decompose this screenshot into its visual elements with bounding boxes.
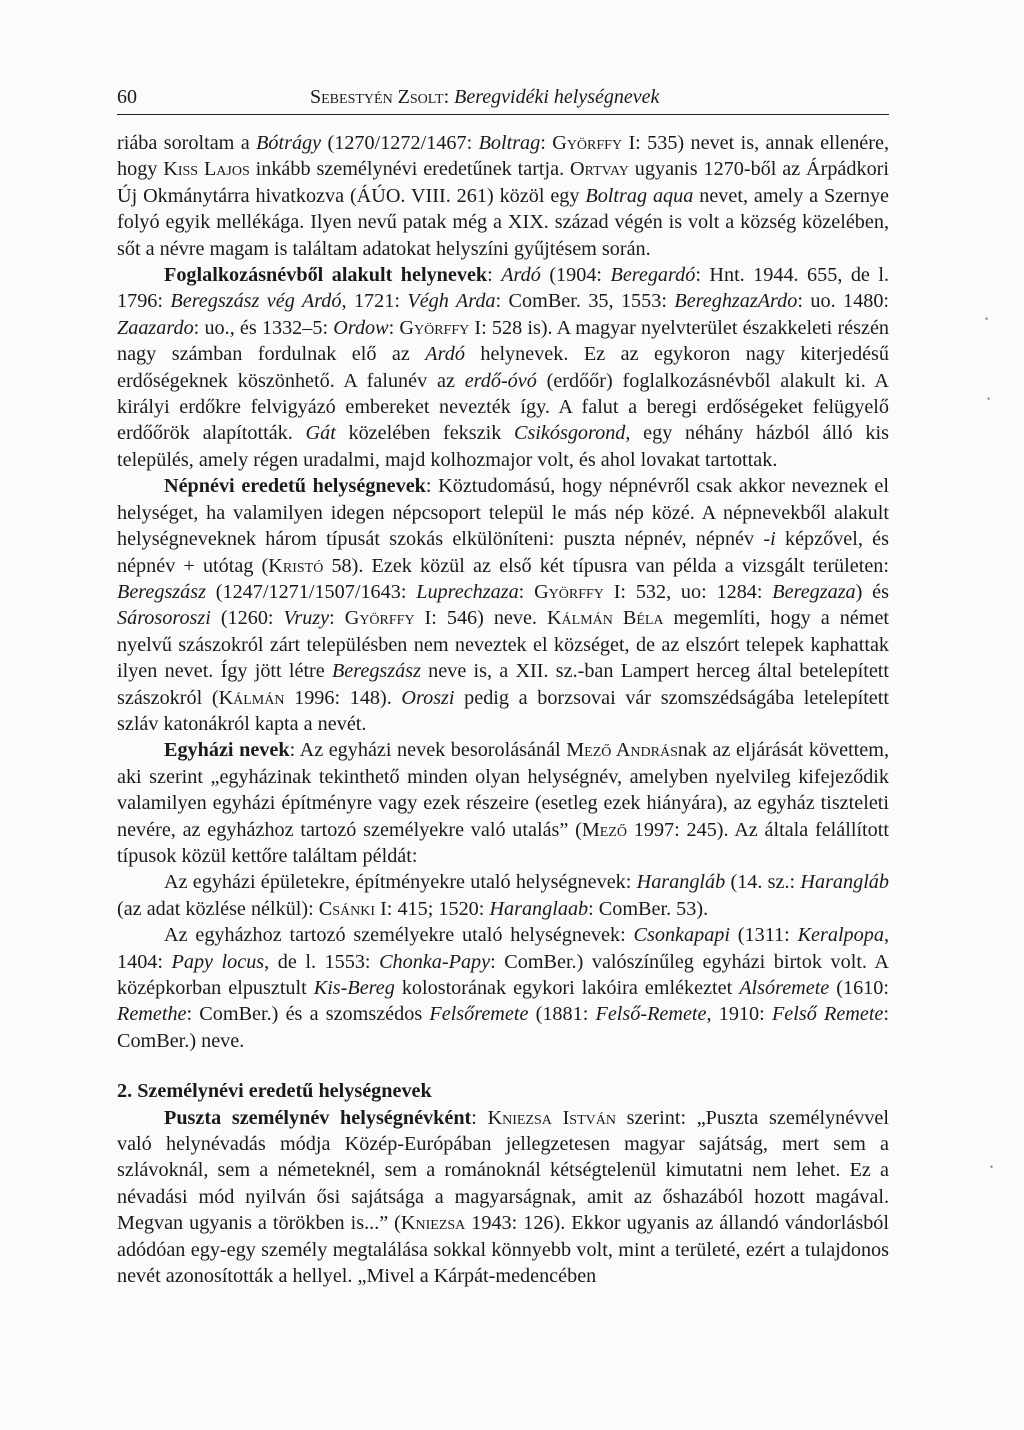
text-run: riába soroltam a: [117, 132, 257, 154]
text-run: : ComBer.) és a szomszédos: [186, 1003, 430, 1026]
text-run: I: 546) neve.: [414, 607, 547, 630]
text-run: :: [471, 1106, 488, 1129]
scan-speck: •: [987, 394, 991, 404]
text-run: : uo., és 1332–5:: [193, 316, 334, 339]
author-ref: Györffy: [344, 607, 415, 630]
text-run: kolostorának egykori lakóira emlékeztet: [394, 977, 740, 999]
text-run: helynevek. Ez az egykoron nagy kiterjedésű erdőségeknek köszönhető. A falunév az: [117, 343, 889, 392]
running-header: [117, 84, 889, 115]
place-name: Harangláb: [800, 871, 889, 894]
text-run: ugyanis 1270-ből az Árpádkori Új Okmánytárra hivatkozva (ÁÚO. VIII. 261) közöl egy: [117, 158, 890, 207]
place-name: Sárosoroszi: [117, 607, 211, 630]
text-run: , de l. 1553:: [264, 950, 380, 973]
author-ref: Györffy: [552, 132, 623, 154]
text-run: neve is, a XII. sz.-ban Lampert herceg által betelepített szászokról (: [117, 660, 889, 709]
text-run: (1610:: [829, 977, 889, 999]
text-run: (1247/1271/1507/1643:: [205, 580, 417, 603]
text-run: :: [487, 264, 502, 287]
place-name: Boltrag: [478, 132, 541, 154]
run-in-heading: Puszta személynév helységnévként: [164, 1106, 472, 1129]
running-title: [310, 84, 659, 110]
place-name: Boltrag aqua: [585, 184, 694, 207]
text-run: (1260:: [210, 607, 284, 630]
place-name: Ardó: [425, 343, 465, 366]
text-run: közelében fekszik: [335, 422, 514, 445]
text-run: , 1721:: [341, 290, 408, 313]
author-ref: Ortvay: [570, 158, 629, 181]
paragraph-church-persons: [117, 922, 889, 1054]
place-name: Beregardó: [610, 264, 696, 287]
text-run: :: [329, 607, 345, 630]
text-run: Az egyházhoz tartozó személyekre utaló helységnevek:: [164, 924, 634, 947]
place-name: Beregszász vég Ardó: [170, 290, 342, 313]
text-run: 58). Ezek közül az első két típusra van példa a vizsgált területen:: [323, 554, 889, 577]
text-run: 1996: 148).: [284, 686, 402, 709]
place-name: Zaazardo: [117, 316, 194, 339]
text-run: : Hnt. 1944. 655, de l. 1796:: [117, 264, 890, 313]
text-run: (1311:: [729, 924, 798, 947]
section-heading: [117, 1078, 889, 1104]
text-run: I: 528 is). A magyar nyelvterület északkeleti részén nagy számban fordulnak elő az: [117, 316, 890, 366]
text-run: 1997: 245). Az általa felállított típusok közül kettőre találtam példát:: [117, 818, 889, 867]
author-ref: Kristó: [268, 554, 324, 577]
place-name: Oroszi: [401, 686, 455, 709]
author-ref: Kálmán: [218, 686, 285, 709]
text-run: nak az eljárását követtem, aki szerint „egyházinak tekinthető minden olyan helységnév, amelyben nyelvileg kifejeződik valamilyen egyházi építményre vagy ezek részeire (esetleg ezek hiányára), az egyház tiszteleti nevére, az egyházhoz tartozó személyekre való utalás” (: [117, 739, 890, 841]
text-run: I: 415; 1520:: [375, 897, 490, 920]
author-ref: Kniezsa: [400, 1212, 466, 1235]
paragraph-bootragy: [117, 130, 889, 262]
run-in-heading: Népnévi eredetű helységnevek: [164, 475, 426, 498]
text-run: , 1910:: [706, 1003, 772, 1026]
text-run: : ComBer.) valószínűleg egyházi birtok volt. A középkorban elpusztult: [117, 950, 889, 999]
page-number: 60: [117, 86, 137, 108]
text-run: inkább személynévi eredetűnek tartja.: [249, 158, 571, 181]
text-run: pedig a borzsovai vár szomszédságába letelepített szláv katonákról kapta a nevét.: [117, 686, 889, 735]
text-run: : ComBer. 35, 1553:: [495, 290, 675, 313]
text-run: (14. sz.:: [725, 871, 801, 894]
text-run: (erdőőr) foglalkozásnévből alakult ki. A királyi erdőkre felvigyázó embereket nevezték így. A falut a beregi erdőségeket felügyelő erdőőrök alapították.: [117, 369, 889, 445]
place-name: BereghzazArdo: [674, 290, 798, 313]
author-ref: Kiss Lajos: [163, 158, 250, 181]
place-name: Alsóremete: [739, 977, 830, 999]
author-ref: Györffy: [534, 580, 604, 603]
text-run: : ComBer.) neve.: [117, 1003, 889, 1052]
text-run: : Az egyházi nevek besorolásánál: [289, 739, 567, 762]
text-run: megemlíti, hogy a német nyelvű szászokról zárt településben nem neveztek el községet, de az elszórt telepek kaphattak ilyen nevet. Így jött létre: [117, 607, 890, 683]
text-run: nevet, amely a Szernye folyó egyik mellékága. Ilyen nevű patak még a XIX. század végén is volt a község közelében, sőt a névre magam is találtam adatokat helyszíni gyűjtésem során.: [117, 184, 890, 260]
author-name: Sebestyén Zsolt: [310, 86, 444, 108]
place-name: Csonkapapi: [633, 924, 730, 947]
text-run: 1943: 126). Ekkor ugyanis az állandó vándorlásból adódóan egy-egy személy megtalálása sokkal könnyebb volt, mint a területé, ezért a tulajdonos nevét azonosították a hellyel. „Mivel a Kárpát-medencében: [117, 1212, 889, 1288]
text-run: I: 535) nevet is, annak ellenére, hogy: [117, 132, 889, 181]
text-run: :: [540, 132, 553, 154]
place-name: Ordow: [333, 316, 389, 339]
paragraph-church-buildings: [117, 869, 889, 922]
place-name: Felső Remete: [771, 1003, 884, 1026]
place-name: Remethe: [117, 1003, 187, 1026]
text-run: I: 532, uo: 1284:: [603, 580, 773, 603]
text-run: szerint: „Puszta személynévvel való helynévadás módja Közép-Európában jellegzetesen magyar sajátság, mert sem a szlávoknál, sem a németeknél, sem a románoknál kétségtelenül kimutatni nem lehet. Ez a névadási mód nyilván ősi sajátsága a magyarságnak, amit az őshazából hozott magával. Megvan ugyanis a törökben is...” (: [117, 1106, 889, 1235]
book-title: Beregvidéki helységnevek: [454, 86, 660, 108]
text-run: képzővel, és népnév + utótag (: [117, 528, 889, 577]
title-separator: :: [443, 86, 455, 108]
text-run: (1270/1272/1467:: [321, 132, 479, 154]
scan-speck: •: [990, 1162, 994, 1172]
place-name: Csikósgorond: [513, 422, 626, 445]
paragraph-church-names: [117, 737, 889, 869]
place-name: Felső-Remete: [595, 1003, 707, 1026]
place-name: Bótrágy: [256, 132, 322, 154]
body-text: [117, 130, 889, 1289]
text-run: Az egyházi épületekre, építményekre utaló helységnevek:: [164, 871, 637, 894]
place-name: Beregszász: [117, 580, 206, 603]
author-ref: Györffy: [399, 316, 470, 339]
paragraph-ethnonym-names: [117, 473, 889, 737]
text-run: ) és: [855, 580, 889, 603]
author-ref: Kálmán Béla: [546, 607, 664, 630]
place-name: Kis-Bereg: [313, 977, 395, 999]
text-run: :: [388, 316, 400, 339]
place-name: Papy locus: [171, 950, 265, 973]
place-name: Vruzy: [283, 607, 330, 630]
section-heading-text: 2. Személynévi eredetű helységnevek: [117, 1080, 432, 1103]
text-run: , egy néhány házból álló kis település, amely régen uradalmi, majd kolhozmajor volt, és ahol lovakat tartottak.: [117, 422, 889, 471]
place-name: Gát: [305, 422, 336, 445]
text-run: : ComBer. 53).: [588, 897, 709, 920]
suffix: -i: [763, 528, 776, 551]
run-in-heading: Egyházi nevek: [164, 739, 290, 762]
scan-speck: •: [985, 314, 989, 324]
place-name: Végh Arda: [407, 290, 496, 313]
text-run: : Köztudomású, hogy népnévről csak akkor neveznek el helységet, ha valamilyen idegen népcsoport települ le más nép közé. A népnevekből alakult helységneveknek három típusát szokás elkülöníteni: puszta népnév, népnév: [117, 475, 889, 551]
text-run: :: [518, 580, 535, 603]
place-name: erdő-óvó: [464, 369, 537, 392]
text-run: : uo. 1480:: [797, 290, 890, 313]
author-ref: Mező András: [566, 739, 678, 762]
place-name: Harangláb: [636, 871, 726, 894]
place-name: Beregszász: [331, 660, 421, 683]
text-run: (1904:: [540, 264, 611, 287]
place-name: Felsőremete: [429, 1003, 529, 1026]
run-in-heading: Foglalkozásnévből alakult helynevek: [164, 264, 488, 287]
author-ref: Mező: [581, 818, 628, 841]
author-ref: Kniezsa István: [487, 1106, 616, 1129]
place-name: Keralpopa: [797, 924, 884, 947]
place-name: Beregzaza: [772, 580, 856, 603]
place-name: Chonka-Papy: [379, 950, 491, 973]
section-spacer: [117, 1054, 889, 1078]
author-ref: Csánki: [318, 897, 376, 920]
text-run: (1881:: [528, 1003, 596, 1026]
place-name: Luprechzaza: [416, 580, 519, 603]
paragraph-personal-names: [117, 1105, 889, 1290]
text-run: (az adat közlése nélkül):: [117, 897, 319, 920]
paragraph-occupation-names: [117, 262, 889, 473]
place-name: Ardó: [501, 264, 541, 287]
text-run: , 1404:: [117, 924, 889, 973]
place-name: Haranglaab: [489, 897, 589, 920]
